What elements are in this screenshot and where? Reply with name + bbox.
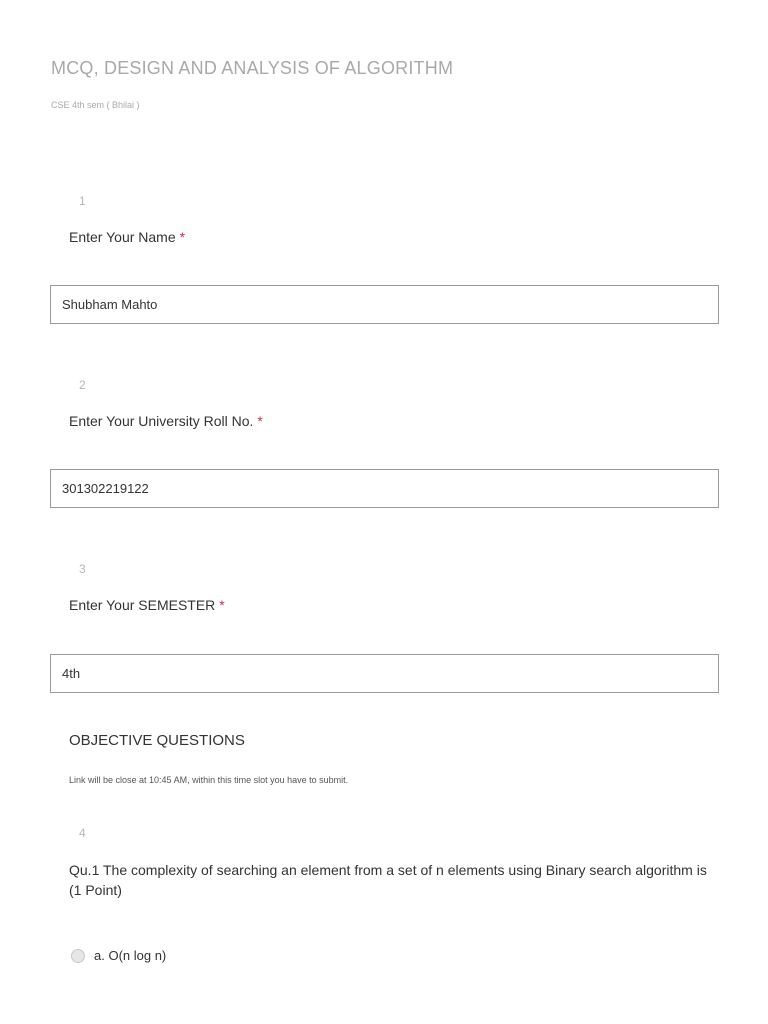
- question-number: 2: [79, 378, 86, 392]
- question-label-text: Enter Your SEMESTER: [69, 597, 216, 613]
- form-subtitle: CSE 4th sem ( Bhilai ): [51, 100, 140, 110]
- question-number: 4: [79, 826, 86, 840]
- question-label-text: Enter Your University Roll No.: [69, 413, 254, 429]
- required-asterisk: *: [257, 413, 263, 429]
- question-text: Qu.1 The complexity of searching an element from a set of n elements using Binary search algorithm is: [69, 862, 707, 878]
- section-description: Link will be close at 10:45 AM, within this time slot you have to submit.: [69, 775, 349, 785]
- form-title: MCQ, DESIGN AND ANALYSIS OF ALGORITHM: [51, 58, 454, 78]
- question-label: [69, 413, 263, 429]
- roll-no-input[interactable]: [50, 469, 719, 508]
- radio-button[interactable]: [71, 949, 85, 963]
- required-asterisk: *: [179, 229, 186, 245]
- question-text-block: [69, 860, 709, 900]
- option-label: a. O(n log n): [94, 948, 167, 963]
- question-label-text: Enter Your Name: [69, 229, 176, 245]
- section-title: OBJECTIVE QUESTIONS: [69, 732, 245, 749]
- question-number: 1: [79, 194, 86, 208]
- question-label: [69, 597, 225, 613]
- semester-input[interactable]: [50, 654, 719, 693]
- name-input[interactable]: [50, 285, 719, 324]
- option-a[interactable]: [71, 948, 166, 963]
- required-asterisk: *: [219, 597, 225, 613]
- question-number: 3: [79, 562, 86, 576]
- question-points: (1 Point): [69, 882, 122, 898]
- question-label: [69, 229, 185, 245]
